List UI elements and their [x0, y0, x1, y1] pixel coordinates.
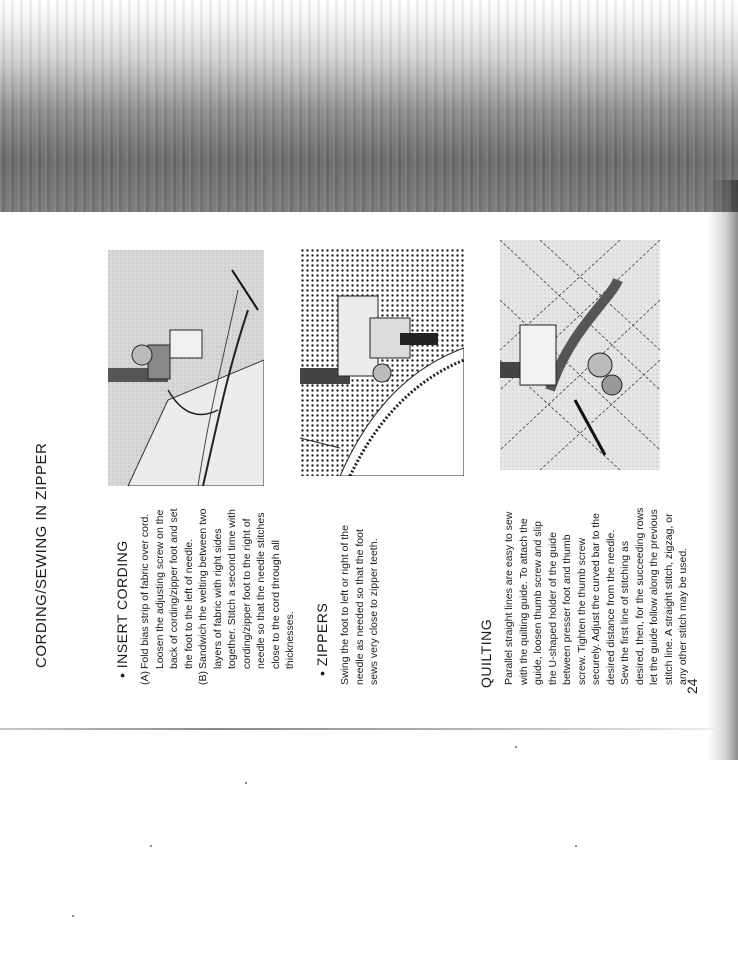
scan-speck: [575, 845, 577, 847]
insert-cording-body: [138, 507, 298, 685]
insert-cording-illustration: [108, 250, 264, 486]
insert-cording-drawing: [108, 250, 264, 486]
quilting-body: [502, 507, 691, 685]
scan-speck: [245, 782, 247, 784]
zippers-body: [338, 505, 382, 685]
item-label: (B): [197, 671, 209, 685]
zippers-heading: • ZIPPERS: [314, 602, 330, 676]
scan-speck: [72, 915, 74, 917]
quilting-heading: QUILTING: [478, 618, 494, 688]
zippers-text: Swing the foot to left or right of the needle as needed so that the foot sews very close to zipper teeth.: [339, 525, 380, 685]
page-edge-shadow: [708, 180, 738, 760]
item-text: Fold bias strip of fabric over cord. Loosen the adjusting screw on the back of cording/zipper foot and set the foot to the left of needle.: [139, 508, 195, 669]
quilting-text: Parallel straight lines are easy to sew with the quilting guide. To attach the guide, loosen thumb screw and slip the U-shaped holder of the guide between presser foot and thumb screw. Tighten the thumb screw securely. Adjust the curved bar to the desired distance from the needle. Sew the first line of stitching as desired, then, for the succeeding rows let the guide follow along the previous stitch line. A straight stitch, zigzag, or any other stitch may be used.: [503, 507, 689, 685]
scanned-page-shadow: [0, 0, 738, 212]
page-edge-line: [0, 728, 720, 730]
scan-speck: [515, 746, 517, 748]
insert-cording-heading: • INSERT CORDING: [114, 540, 130, 678]
quilting-drawing: [500, 240, 660, 470]
insert-cording-item-b: [196, 507, 298, 685]
quilting-illustration: [500, 240, 660, 470]
scan-speck: [150, 845, 152, 847]
page-title: CORDING/SEWING IN ZIPPER: [33, 442, 50, 668]
page-number: 24: [684, 678, 700, 694]
insert-cording-item-a: [138, 507, 196, 685]
zippers-illustration: [300, 248, 464, 476]
zippers-drawing: [300, 248, 464, 476]
item-text: Sandwich the welting between two layers of fabric with right sides together. Stitch a second time with cording/zipper foot to the right of needle so that the needle stitches close to the cord through all thicknesses.: [197, 508, 296, 669]
item-label: (A): [139, 671, 151, 685]
